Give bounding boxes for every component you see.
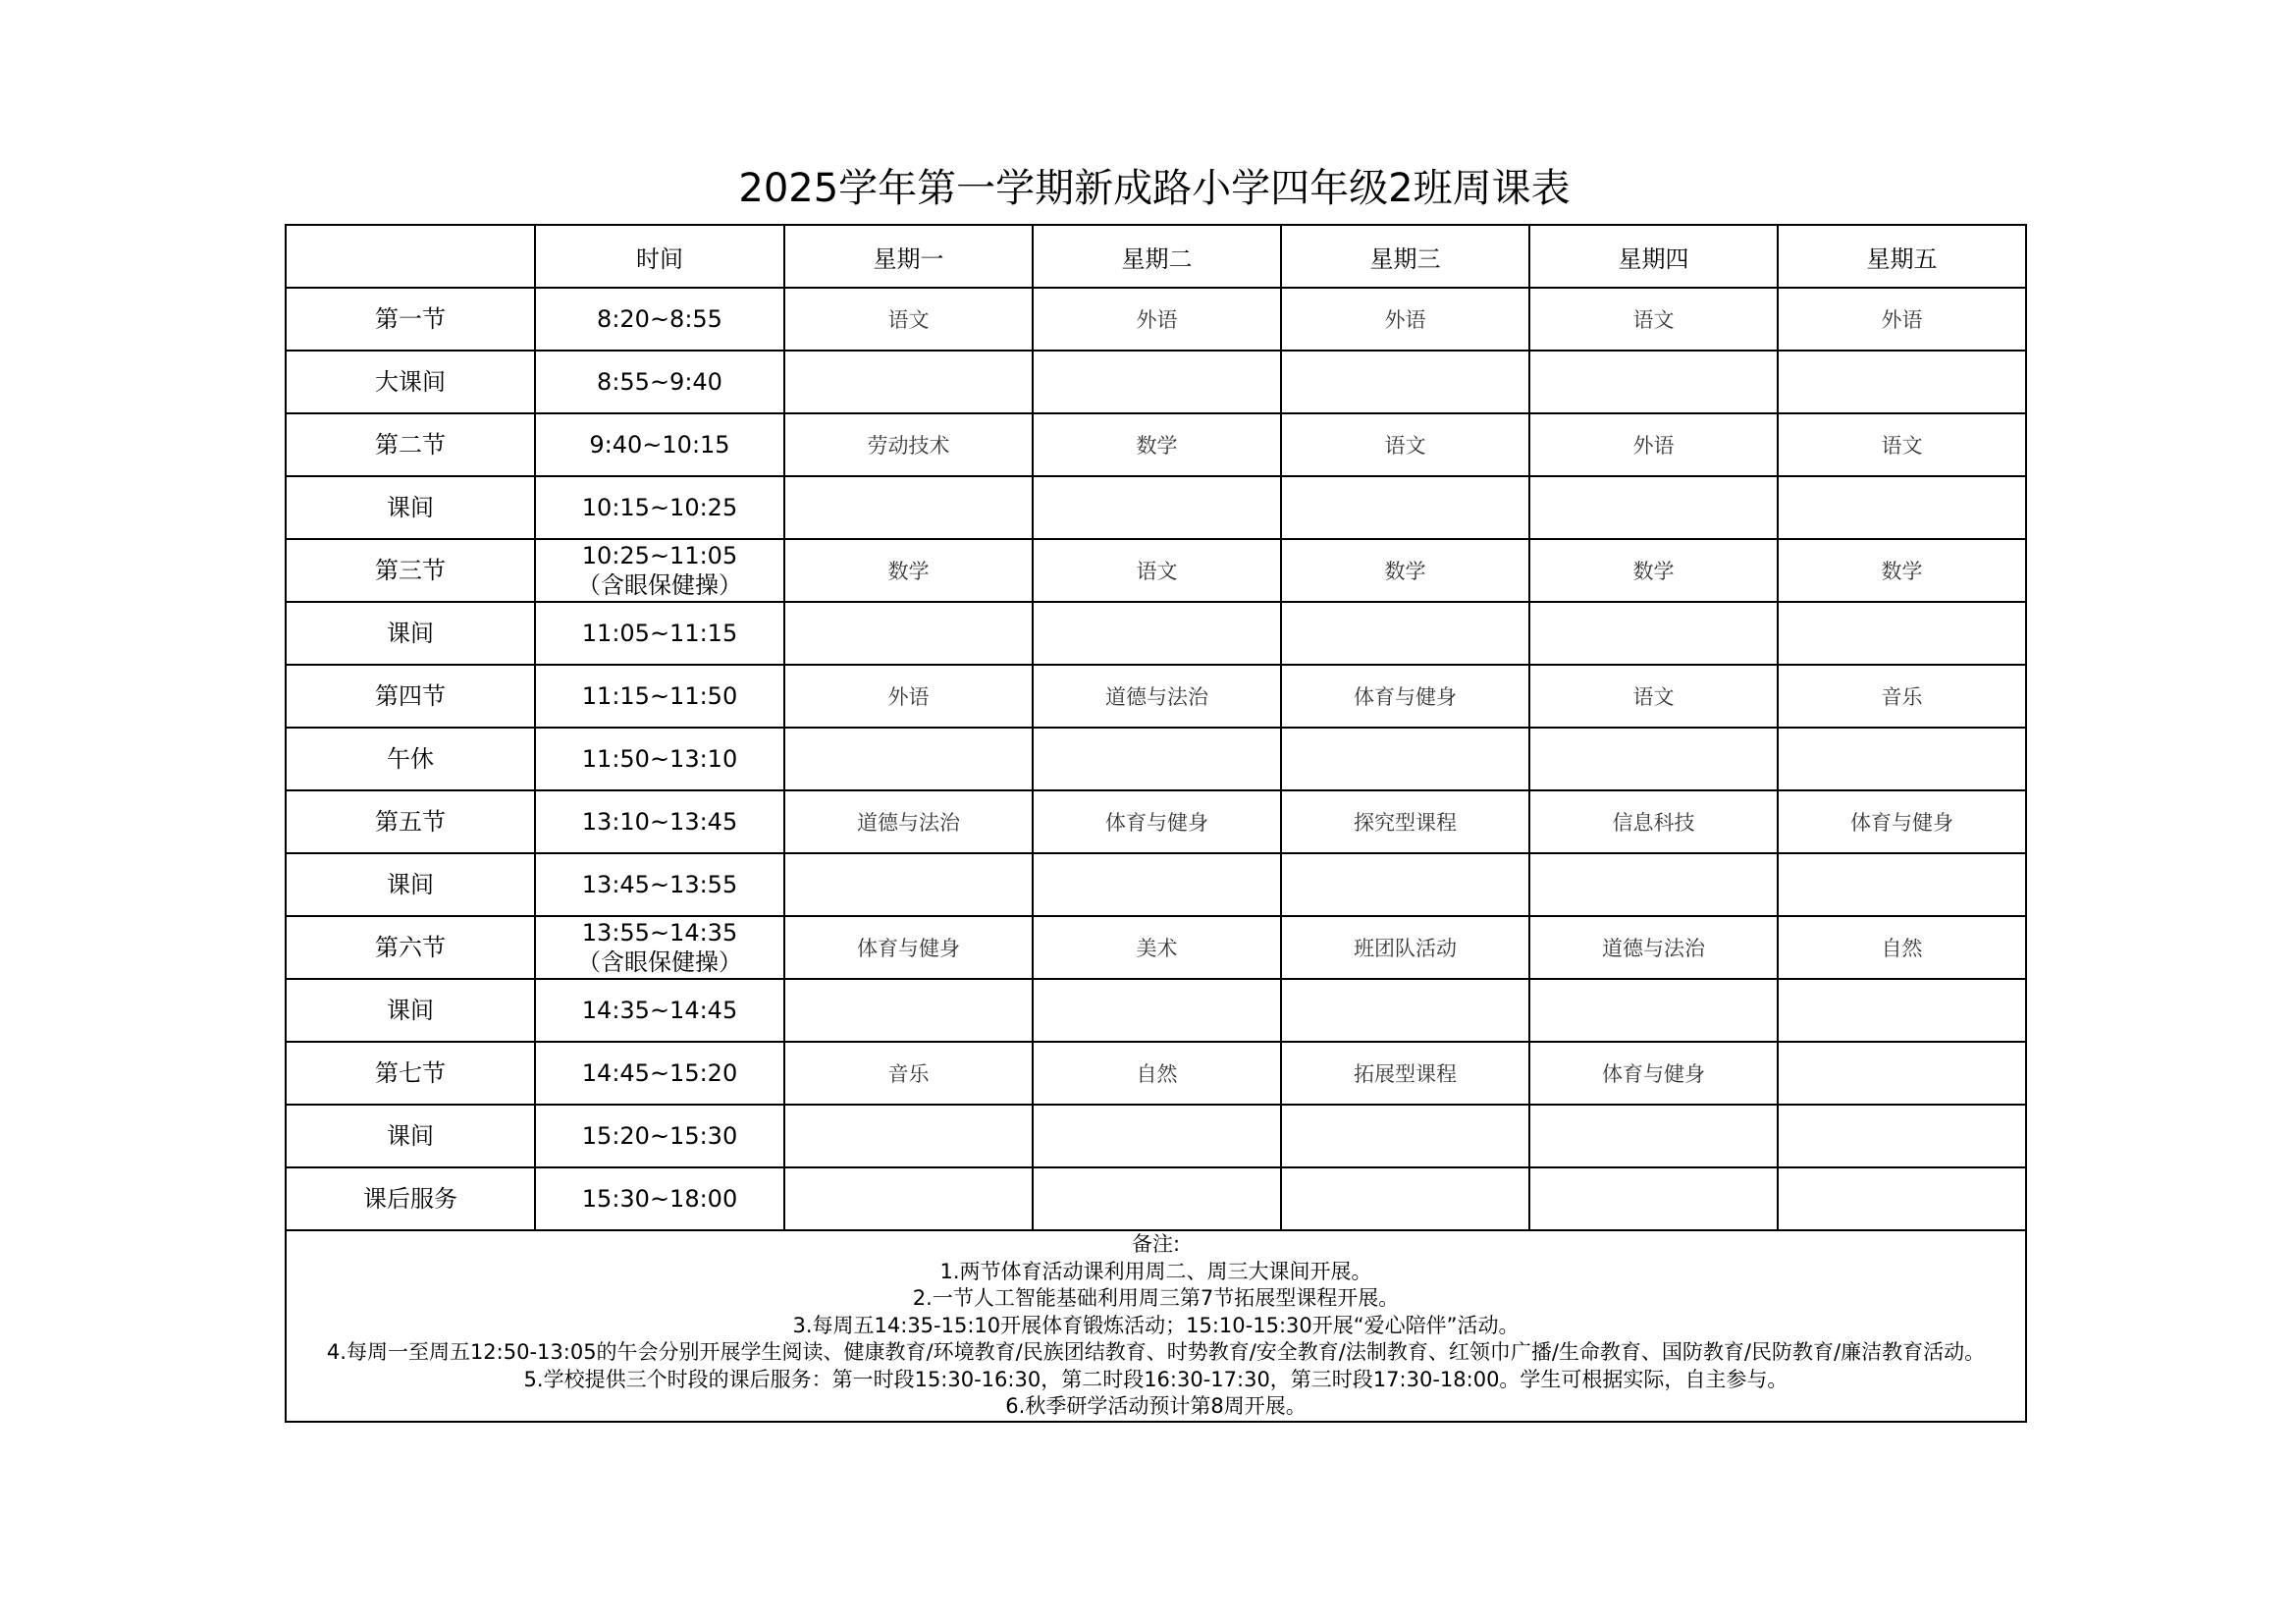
subject-cell-thu: 道德与法治 bbox=[1529, 916, 1778, 979]
note-item: 1.两节体育活动课利用周二、周三大课间开展。 bbox=[939, 1259, 1372, 1283]
period-label: 第四节 bbox=[286, 665, 535, 728]
subject-cell-tue bbox=[1033, 1105, 1281, 1167]
subject-cell-tue: 外语 bbox=[1033, 288, 1281, 351]
period-label: 第六节 bbox=[286, 916, 535, 979]
timetable-row bbox=[286, 288, 2026, 351]
period-label: 第七节 bbox=[286, 1042, 535, 1105]
subject-cell-fri bbox=[1778, 1167, 2026, 1230]
timetable-row bbox=[286, 790, 2026, 853]
day-header-fri: 星期五 bbox=[1778, 225, 2026, 288]
subject-cell-tue: 语文 bbox=[1033, 539, 1281, 602]
subject-cell-tue bbox=[1033, 476, 1281, 539]
time-range: 15:30~18:00 bbox=[581, 1185, 738, 1213]
subject-cell-wed: 班团队活动 bbox=[1281, 916, 1529, 979]
timetable-row bbox=[286, 539, 2026, 602]
subject-cell-fri bbox=[1778, 728, 2026, 790]
time-cell bbox=[535, 288, 784, 351]
subject-cell-fri bbox=[1778, 602, 2026, 665]
page-title: 2025学年第一学期新成路小学四年级2班周课表 bbox=[738, 166, 1571, 211]
subject-cell-wed bbox=[1281, 728, 1529, 790]
subject-cell-thu bbox=[1529, 1105, 1778, 1167]
time-range: 14:35~14:45 bbox=[581, 997, 738, 1024]
notes-heading: 备注: bbox=[1131, 1232, 1181, 1256]
time-column-header: 时间 bbox=[535, 225, 784, 288]
time-cell bbox=[535, 476, 784, 539]
time-cell bbox=[535, 979, 784, 1042]
subject-cell-mon bbox=[784, 1105, 1033, 1167]
subject-cell-fri: 自然 bbox=[1778, 916, 2026, 979]
day-header-wed: 星期三 bbox=[1281, 225, 1529, 288]
period-label: 大课间 bbox=[286, 351, 535, 413]
time-range: 8:20~8:55 bbox=[597, 305, 722, 333]
note-item: 4.每周一至周五12:50-13:05的午会分别开展学生阅读、健康教育/环境教育/民族团结教育、时势教育/安全教育/法制教育、红领巾广播/生命教育、国防教育/民防教育/廉洁教育活动。 bbox=[326, 1340, 1986, 1364]
subject-cell-fri bbox=[1778, 351, 2026, 413]
period-label: 课间 bbox=[286, 853, 535, 916]
subject-cell-mon bbox=[784, 728, 1033, 790]
time-range: 14:45~15:20 bbox=[581, 1059, 738, 1087]
period-label: 课间 bbox=[286, 602, 535, 665]
subject-cell-thu: 语文 bbox=[1529, 288, 1778, 351]
subject-cell-mon bbox=[784, 1167, 1033, 1230]
timetable-row bbox=[286, 1105, 2026, 1167]
subject-cell-thu: 语文 bbox=[1529, 665, 1778, 728]
subject-cell-tue: 道德与法治 bbox=[1033, 665, 1281, 728]
time-cell bbox=[535, 728, 784, 790]
timetable bbox=[285, 224, 2027, 1423]
subject-cell-wed bbox=[1281, 602, 1529, 665]
subject-cell-mon bbox=[784, 979, 1033, 1042]
subject-cell-thu bbox=[1529, 728, 1778, 790]
time-cell bbox=[535, 413, 784, 476]
subject-cell-thu: 数学 bbox=[1529, 539, 1778, 602]
timetable-row bbox=[286, 602, 2026, 665]
subject-cell-tue: 体育与健身 bbox=[1033, 790, 1281, 853]
time-cell bbox=[535, 1042, 784, 1105]
time-range: 13:55~14:35 bbox=[581, 919, 738, 947]
time-range: 15:20~15:30 bbox=[581, 1122, 738, 1150]
timetable-row bbox=[286, 728, 2026, 790]
subject-cell-mon: 外语 bbox=[784, 665, 1033, 728]
note-item: 6.秋季研学活动预计第8周开展。 bbox=[1005, 1394, 1307, 1418]
time-cell bbox=[535, 665, 784, 728]
time-cell bbox=[535, 351, 784, 413]
period-label: 课后服务 bbox=[286, 1167, 535, 1230]
subject-cell-thu: 外语 bbox=[1529, 413, 1778, 476]
note-item: 5.学校提供三个时段的课后服务：第一时段15:30-16:30，第二时段16:30-17:30，第三时段17:30-18:00。学生可根据实际，自主参与。 bbox=[523, 1367, 1789, 1391]
period-label: 课间 bbox=[286, 476, 535, 539]
timetable-body bbox=[286, 288, 2026, 1230]
subject-cell-thu: 体育与健身 bbox=[1529, 1042, 1778, 1105]
subject-cell-wed: 外语 bbox=[1281, 288, 1529, 351]
time-range: 10:15~10:25 bbox=[581, 494, 738, 521]
period-label: 课间 bbox=[286, 979, 535, 1042]
subject-cell-mon: 道德与法治 bbox=[784, 790, 1033, 853]
period-label: 第五节 bbox=[286, 790, 535, 853]
subject-cell-tue: 数学 bbox=[1033, 413, 1281, 476]
subject-cell-thu bbox=[1529, 853, 1778, 916]
time-cell bbox=[535, 916, 784, 979]
day-header-thu: 星期四 bbox=[1529, 225, 1778, 288]
subject-cell-mon: 数学 bbox=[784, 539, 1033, 602]
time-cell bbox=[535, 539, 784, 602]
time-note: （含眼保健操） bbox=[577, 571, 742, 599]
period-label: 第一节 bbox=[286, 288, 535, 351]
day-header-tue: 星期二 bbox=[1033, 225, 1281, 288]
timetable-row bbox=[286, 1167, 2026, 1230]
subject-cell-wed bbox=[1281, 853, 1529, 916]
subject-cell-fri bbox=[1778, 979, 2026, 1042]
subject-cell-tue bbox=[1033, 853, 1281, 916]
subject-cell-wed: 语文 bbox=[1281, 413, 1529, 476]
timetable-row bbox=[286, 351, 2026, 413]
header-row bbox=[286, 225, 2026, 288]
time-cell bbox=[535, 790, 784, 853]
time-cell bbox=[535, 1167, 784, 1230]
subject-cell-tue bbox=[1033, 1167, 1281, 1230]
subject-cell-wed bbox=[1281, 351, 1529, 413]
day-header-mon: 星期一 bbox=[784, 225, 1033, 288]
subject-cell-mon: 音乐 bbox=[784, 1042, 1033, 1105]
period-label: 课间 bbox=[286, 1105, 535, 1167]
subject-cell-wed: 体育与健身 bbox=[1281, 665, 1529, 728]
subject-cell-mon bbox=[784, 602, 1033, 665]
subject-cell-fri bbox=[1778, 1042, 2026, 1105]
subject-cell-fri: 语文 bbox=[1778, 413, 2026, 476]
subject-cell-thu bbox=[1529, 476, 1778, 539]
subject-cell-tue bbox=[1033, 728, 1281, 790]
time-range: 11:50~13:10 bbox=[581, 745, 738, 773]
period-label: 第三节 bbox=[286, 539, 535, 602]
timetable-row bbox=[286, 1042, 2026, 1105]
subject-cell-mon: 劳动技术 bbox=[784, 413, 1033, 476]
time-cell bbox=[535, 1105, 784, 1167]
timetable-row bbox=[286, 665, 2026, 728]
time-range: 11:15~11:50 bbox=[581, 682, 738, 710]
timetable-row bbox=[286, 979, 2026, 1042]
subject-cell-wed bbox=[1281, 1105, 1529, 1167]
timetable-row bbox=[286, 853, 2026, 916]
subject-cell-wed: 探究型课程 bbox=[1281, 790, 1529, 853]
subject-cell-wed: 拓展型课程 bbox=[1281, 1042, 1529, 1105]
note-item: 2.一节人工智能基础利用周三第7节拓展型课程开展。 bbox=[912, 1286, 1400, 1310]
corner-cell bbox=[286, 225, 535, 288]
subject-cell-fri: 音乐 bbox=[1778, 665, 2026, 728]
period-label: 第二节 bbox=[286, 413, 535, 476]
subject-cell-fri bbox=[1778, 476, 2026, 539]
time-note: （含眼保健操） bbox=[577, 948, 742, 976]
note-item: 3.每周五14:35-15:10开展体育锻炼活动；15:10-15:30开展“爱心陪伴”活动。 bbox=[792, 1313, 1520, 1337]
subject-cell-thu bbox=[1529, 979, 1778, 1042]
timetable-row bbox=[286, 476, 2026, 539]
subject-cell-tue bbox=[1033, 602, 1281, 665]
subject-cell-mon bbox=[784, 853, 1033, 916]
time-range: 13:45~13:55 bbox=[581, 871, 738, 898]
subject-cell-thu bbox=[1529, 351, 1778, 413]
time-range: 10:25~11:05 bbox=[581, 542, 738, 569]
time-range: 11:05~11:15 bbox=[581, 620, 738, 647]
subject-cell-thu bbox=[1529, 602, 1778, 665]
subject-cell-mon: 体育与健身 bbox=[784, 916, 1033, 979]
time-range: 8:55~9:40 bbox=[597, 368, 722, 396]
subject-cell-thu: 信息科技 bbox=[1529, 790, 1778, 853]
subject-cell-tue bbox=[1033, 979, 1281, 1042]
period-label: 午休 bbox=[286, 728, 535, 790]
time-range: 9:40~10:15 bbox=[589, 431, 730, 459]
subject-cell-thu bbox=[1529, 1167, 1778, 1230]
notes-cell bbox=[286, 1230, 2026, 1422]
subject-cell-fri: 体育与健身 bbox=[1778, 790, 2026, 853]
subject-cell-mon: 语文 bbox=[784, 288, 1033, 351]
time-cell bbox=[535, 602, 784, 665]
time-cell bbox=[535, 853, 784, 916]
subject-cell-fri: 外语 bbox=[1778, 288, 2026, 351]
subject-cell-mon bbox=[784, 476, 1033, 539]
subject-cell-mon bbox=[784, 351, 1033, 413]
subject-cell-wed bbox=[1281, 1167, 1529, 1230]
time-range: 13:10~13:45 bbox=[581, 808, 738, 836]
timetable-row bbox=[286, 413, 2026, 476]
subject-cell-fri bbox=[1778, 853, 2026, 916]
subject-cell-wed bbox=[1281, 476, 1529, 539]
subject-cell-fri bbox=[1778, 1105, 2026, 1167]
subject-cell-tue: 美术 bbox=[1033, 916, 1281, 979]
subject-cell-fri: 数学 bbox=[1778, 539, 2026, 602]
subject-cell-tue: 自然 bbox=[1033, 1042, 1281, 1105]
subject-cell-wed: 数学 bbox=[1281, 539, 1529, 602]
subject-cell-tue bbox=[1033, 351, 1281, 413]
subject-cell-wed bbox=[1281, 979, 1529, 1042]
notes-row bbox=[286, 1230, 2026, 1422]
timetable-row bbox=[286, 916, 2026, 979]
